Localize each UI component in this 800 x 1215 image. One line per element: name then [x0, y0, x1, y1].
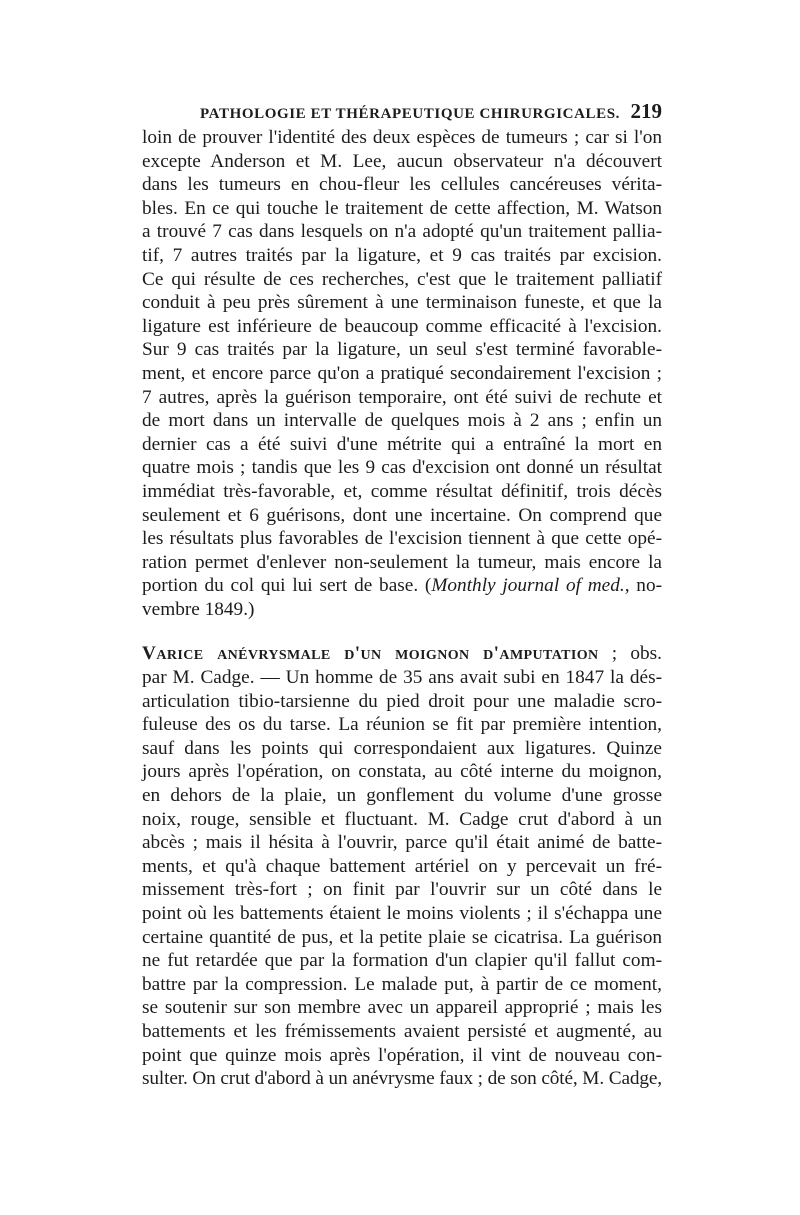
- text-line: sulter. On crut d'abord à un anévrysme faux ; de son côté, M. Cadge,: [142, 1068, 662, 1090]
- text-line: point que quinze mois après l'opération, il vint de nouveau con-: [142, 1044, 662, 1066]
- text-line: ligature est inférieure de beaucoup comme efficacité à l'excision.: [142, 315, 662, 337]
- text-line: seulement et 6 guérisons, dont une incertaine. On comprend que: [142, 504, 662, 526]
- text-line: dans les tumeurs en chou-fleur les cellules cancéreuses vérita-: [142, 174, 662, 196]
- paragraph-varice-anevrysmale: [142, 642, 662, 1090]
- journal-citation: Monthly journal of med.: [431, 575, 625, 597]
- text-line: ment, et encore parce qu'on a pratiqué secondairement l'excision ;: [142, 362, 662, 384]
- text-line: de mort dans un intervalle de quelques mois à 2 ans ; enfin un: [142, 410, 662, 432]
- text-line: quatre mois ; tandis que les 9 cas d'excision ont donné un résultat: [142, 457, 662, 479]
- paragraph-watson-excision: [142, 126, 662, 621]
- text-line: Ce qui résulte de ces recherches, c'est que le traitement palliatif: [142, 268, 662, 290]
- text-line: excepte Anderson et M. Lee, aucun observateur n'a découvert: [142, 150, 662, 172]
- text-line: ments, et qu'à chaque battement artériel on y percevait un fré-: [142, 855, 662, 877]
- article-title-suffix: ; obs.: [598, 643, 662, 665]
- text-line: ration permet d'enlever non-seulement la tumeur, mais encore la: [142, 551, 662, 573]
- text-line: conduit à peu près sûrement à une terminaison funeste, et que la: [142, 292, 662, 314]
- text-line: dernier cas a été suivi d'une métrite qui a entraîné la mort en: [142, 433, 662, 455]
- text-line: jours après l'opération, on constata, au côté interne du moignon,: [142, 761, 662, 783]
- text-line: missement très-fort ; on finit par l'ouvrir sur un côté dans le: [142, 879, 662, 901]
- text-line: Sur 9 cas traités par la ligature, un seul s'est terminé favorable-: [142, 339, 662, 361]
- text-line: immédiat très-favorable, et, comme résultat définitif, trois décès: [142, 480, 662, 502]
- text-line: bles. En ce qui touche le traitement de cette affection, M. Watson: [142, 197, 662, 219]
- text-line: par M. Cadge. — Un homme de 35 ans avait subi en 1847 la dés-: [142, 667, 662, 689]
- text-line: sauf dans les points qui correspondaient aux ligatures. Quinze: [142, 737, 662, 759]
- text-line: tif, 7 autres traités par la ligature, et 9 cas traités par excision.: [142, 244, 662, 266]
- citation-lead: portion du col qui lui sert de base. (: [142, 575, 432, 597]
- text-line: en dehors de la plaie, un gonflement du volume d'une grosse: [142, 785, 662, 807]
- text-line: certaine quantité de pus, et la petite plaie se cicatrisa. La guérison: [142, 926, 662, 948]
- text-line: se soutenir sur son membre avec un appareil approprié ; mais les: [142, 997, 662, 1019]
- text-line: articulation tibio-tarsienne du pied droit pour une maladie scro-: [142, 690, 662, 712]
- running-header: [142, 96, 662, 126]
- text-line: battre par la compression. Le malade put, à partir de ce moment,: [142, 973, 662, 995]
- text-line: abcès ; mais il hésita à l'ouvrir, parce qu'il était animé de batte-: [142, 832, 662, 854]
- text-line: vembre 1849.): [142, 598, 255, 620]
- running-title: PATHOLOGIE ET THÉRAPEUTIQUE CHIRURGICALES.: [200, 106, 621, 122]
- text-line: les résultats plus favorables de l'excision tiennent à que cette opé-: [142, 528, 662, 550]
- text-line: a trouvé 7 cas dans lesquels on n'a adopté qu'un traitement pallia-: [142, 221, 662, 243]
- text-line-citation: [142, 574, 662, 598]
- article-title: Varice anévrysmale d'un moignon d'amputation: [142, 643, 599, 665]
- text-line: 7 autres, après la guérison temporaire, ont été suivi de rechute et: [142, 386, 662, 408]
- text-line: battements et les frémissements avaient persisté et augmenté, au: [142, 1020, 662, 1042]
- article-heading-line: [142, 642, 662, 666]
- text-line: ne fut retardée que par la formation d'un clapier qu'il fallut com-: [142, 950, 662, 972]
- text-line: point où les battements étaient le moins violents ; il s'échappa une: [142, 903, 662, 924]
- book-page: [142, 96, 662, 1091]
- text-line: noix, rouge, sensible et fluctuant. M. Cadge crut d'abord à un: [142, 808, 662, 830]
- text-line: loin de prouver l'identité des deux espèces de tumeurs ; car si l'on: [142, 127, 662, 148]
- text-line: fuleuse des os du tarse. La réunion se fit par première intention,: [142, 714, 662, 736]
- page-number: 219: [630, 99, 662, 123]
- citation-tail: , no-: [624, 575, 663, 597]
- paragraph-spacer: [142, 621, 662, 642]
